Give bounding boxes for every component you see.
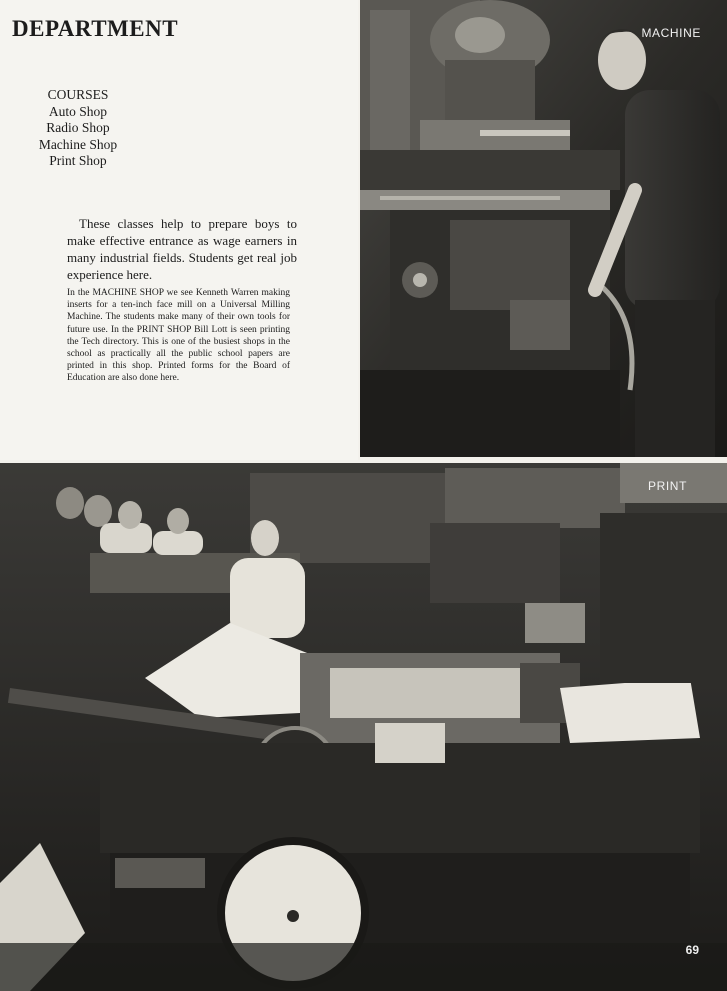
photo-caption: In the MACHINE SHOP we see Kenneth Warren making inserts for a ten-inch face mill on a Universal Milling Machine. The students make many of their own tools for future use. In the PRINT SHOP Bill Lott is seen printing the Tech directory. This is one of the busiest shops in the school as practically all the public school papers are printed in this shop. Printed forms for the Board of Education are also done here. [67, 288, 290, 384]
page-number: 69 [685, 943, 699, 957]
courses-heading: COURSES [47, 87, 109, 102]
course-item: Radio Shop [46, 120, 110, 135]
print-label: PRINT [648, 479, 687, 493]
course-item: Print Shop [49, 153, 107, 168]
print-shop-illustration [0, 463, 727, 991]
lead-paragraph: These classes help to prepare boys to make effective entrance as wage earners in many industrial fields. Students get real job experience here. [67, 216, 297, 282]
machine-shop-illustration [360, 0, 727, 457]
print-shop-photo [0, 463, 727, 991]
machine-label: MACHINE [641, 26, 701, 40]
course-item: Machine Shop [38, 136, 118, 152]
course-item: Auto Shop [48, 103, 108, 119]
page-title: DEPARTMENT [12, 16, 179, 41]
courses-list [30, 87, 126, 170]
machine-shop-photo [360, 0, 727, 457]
text-panel [0, 0, 358, 460]
